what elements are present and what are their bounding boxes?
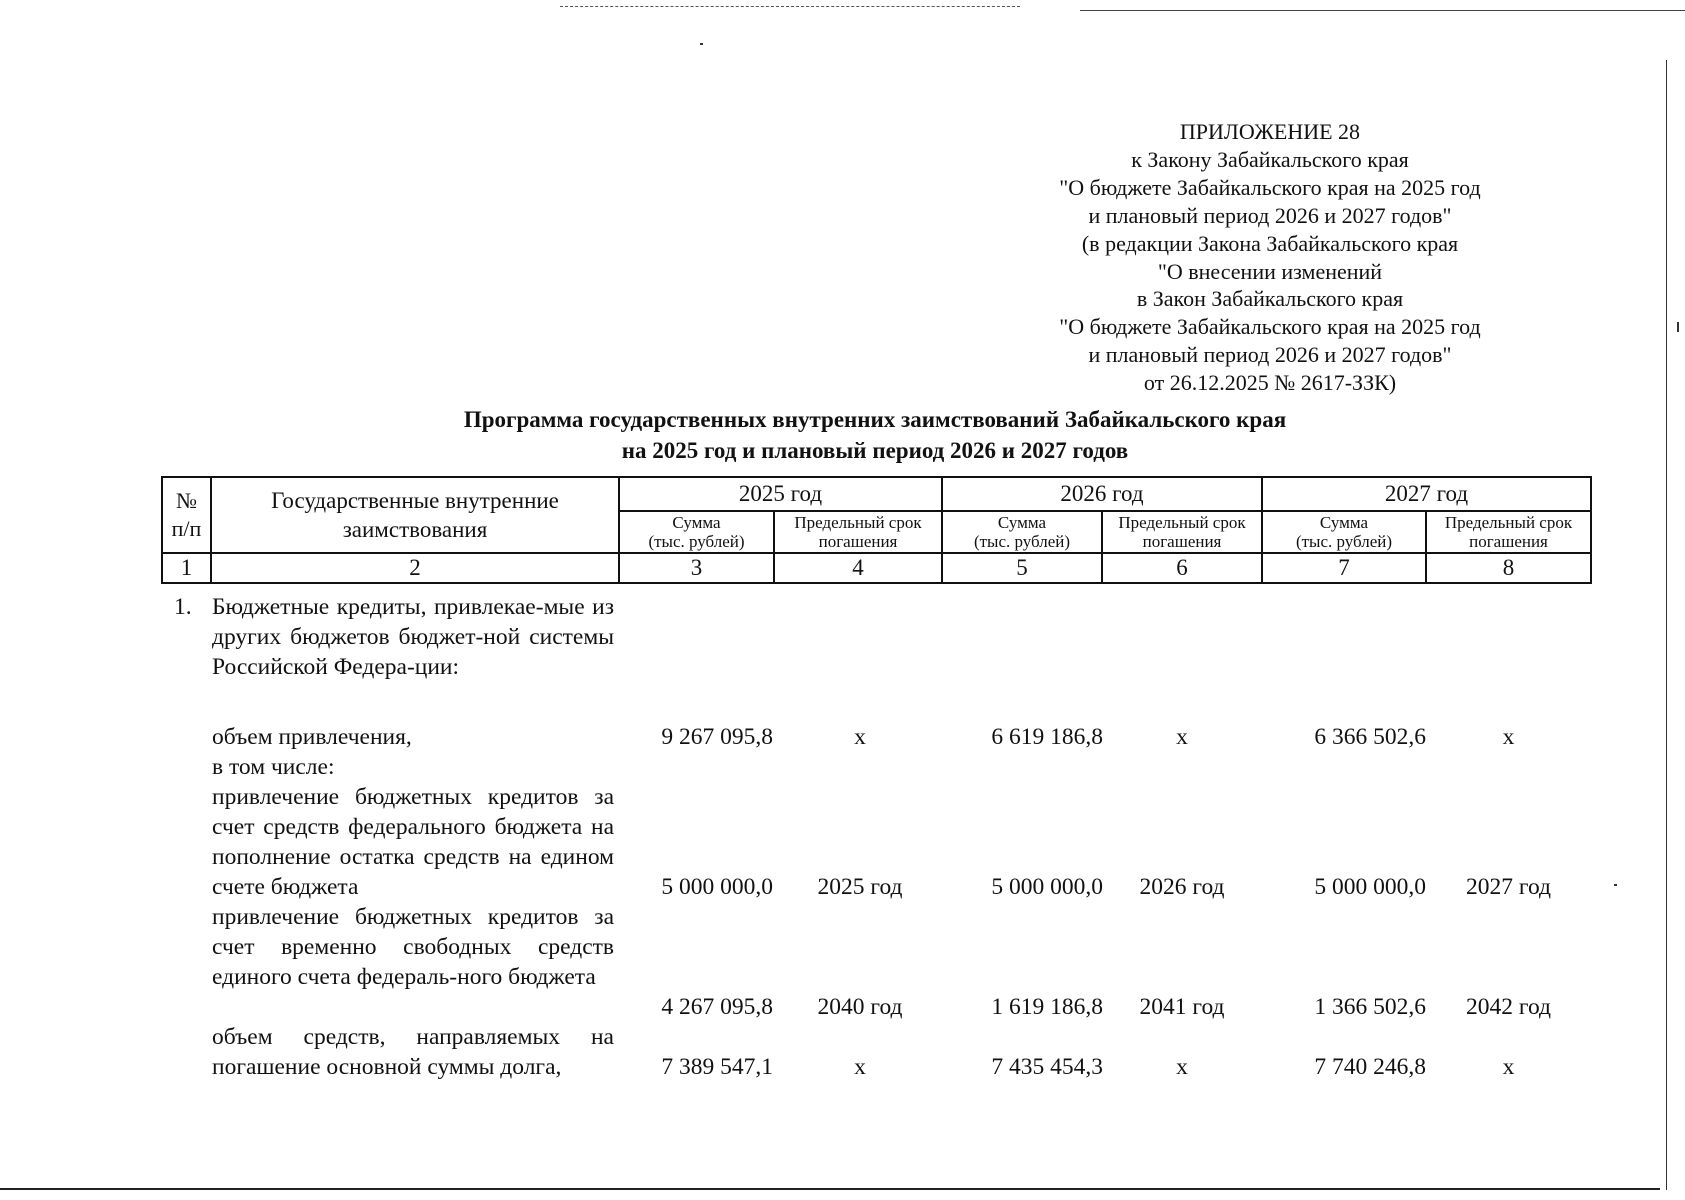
value-2027-sum: 5 000 000,0 (1314, 874, 1426, 900)
column-index: 3 (619, 553, 774, 583)
value-2027-sum: 7 740 246,8 (1314, 1054, 1426, 1080)
appendix-line: от 26.12.2025 № 2617-ЗЗК) (1143, 370, 1397, 396)
value-2027-term: 2042 год (1466, 994, 1551, 1020)
appendix-line: и плановый период 2026 и 2027 годов" (1088, 202, 1452, 228)
appendix-line: в Закон Забайкальского края (1136, 286, 1404, 312)
value-2026-term: x (1176, 724, 1188, 750)
scan-edge-top (1080, 10, 1685, 11)
column-index: 2 (211, 553, 619, 583)
column-header-number (162, 477, 211, 553)
appendix-line: (в редакции Закона Забайкальского края (1081, 230, 1459, 256)
value-2025-term: x (854, 1054, 866, 1080)
appendix-line: и плановый период 2026 и 2027 годов" (1088, 342, 1452, 368)
document-title (330, 404, 1420, 466)
appendix-line: "О внесении изменений (1157, 258, 1383, 284)
value-2027-sum: 1 366 502,6 (1314, 994, 1426, 1020)
appendix-line: к Закону Забайкальского края (1131, 146, 1409, 172)
value-2026-sum: 1 619 186,8 (991, 994, 1103, 1020)
title-line-2: на 2025 год и плановый период 2026 и 2027 годов (621, 438, 1129, 463)
appendix-header (950, 118, 1590, 397)
value-2025-term: 2040 год (817, 994, 903, 1020)
value-2026-sum: 6 619 186,8 (991, 724, 1103, 750)
term-label-2: погашения (818, 532, 898, 551)
column-header-number-line-2: п/п (171, 516, 202, 541)
appendix-line: "О бюджете Забайкальского края на 2025 год (1059, 314, 1481, 340)
value-2026-sum: 5 000 000,0 (991, 874, 1103, 900)
appendix-line: ПРИЛОЖЕНИЕ 28 (1179, 119, 1361, 144)
column-header-term (1426, 511, 1591, 553)
value-2027-term: x (1502, 1054, 1515, 1080)
value-2025-term: x (854, 724, 866, 750)
value-2025-term: 2025 год (817, 874, 903, 900)
term-label-2: погашения (1469, 532, 1548, 551)
title-line-1: Программа государственных внутренних заимствований Забайкальского края (463, 407, 1287, 432)
value-2025-sum: 9 267 095,8 (661, 724, 773, 750)
column-header-year-2027: 2027 год (1262, 477, 1591, 511)
column-header-sum (619, 511, 774, 553)
table-header (161, 476, 1592, 584)
term-label: Предельный срок (1444, 513, 1573, 532)
scan-speck (700, 43, 703, 45)
sum-label: Сумма (1319, 513, 1369, 532)
term-label: Предельный срок (794, 513, 922, 532)
value-2026-term: x (1176, 1054, 1188, 1080)
column-index: 6 (1102, 553, 1262, 583)
column-header-number-line-1: № (176, 488, 197, 513)
column-header-term (1102, 511, 1262, 553)
term-label-2: погашения (1142, 532, 1222, 551)
row-description: в том числе: (212, 754, 335, 780)
value-2025-sum: 4 267 095,8 (661, 994, 773, 1020)
term-label: Предельный срок (1118, 513, 1246, 532)
column-header-name: Государственные внутренние заимствования (211, 477, 619, 553)
column-header-sum (942, 511, 1102, 553)
value-2027-term: 2027 год (1466, 874, 1551, 900)
sum-unit-label: (тыс. рублей) (648, 532, 745, 551)
value-2026-term: 2026 год (1139, 874, 1225, 900)
row-description: Бюджетные кредиты, привлекае-мые из других бюджетов бюджет-ной системы Российской Федера-ции: (212, 594, 615, 680)
value-2027-sum: 6 366 502,6 (1314, 724, 1426, 750)
column-header-year-2025: 2025 год (619, 477, 942, 511)
column-header-year-2026: 2026 год (942, 477, 1262, 511)
value-2027-term: x (1502, 724, 1515, 750)
scan-edge-top-dashed (560, 6, 1020, 7)
appendix-line: "О бюджете Забайкальского края на 2025 год (1059, 174, 1481, 200)
column-index: 4 (774, 553, 942, 583)
column-index: 5 (942, 553, 1102, 583)
row-number: 1. (174, 594, 192, 620)
row-description: привлечение бюджетных кредитов за счет временно свободных средств единого счета федераль-ного бюджета (212, 904, 614, 990)
value-2025-sum: 7 389 547,1 (661, 1054, 773, 1080)
sum-label: Сумма (672, 513, 721, 532)
column-index: 7 (1262, 553, 1426, 583)
sum-label: Сумма (997, 513, 1047, 532)
column-index: 1 (162, 553, 211, 583)
column-header-term (774, 511, 942, 553)
row-description: объем привлечения, (212, 724, 412, 750)
sum-unit-label: (тыс. рублей) (973, 532, 1071, 551)
value-2026-sum: 7 435 454,3 (991, 1054, 1103, 1080)
scan-speck (1614, 884, 1617, 886)
value-2026-term: 2041 год (1139, 994, 1225, 1020)
value-2025-sum: 5 000 000,0 (661, 874, 773, 900)
column-index: 8 (1426, 553, 1591, 583)
scan-speck (1677, 322, 1679, 332)
row-description: привлечение бюджетных кредитов за счет средств федерального бюджета на пополнение остатка средств на едином счете бюджета (212, 784, 614, 900)
sum-unit-label: (тыс. рублей) (1295, 532, 1393, 551)
column-header-sum (1262, 511, 1426, 553)
scan-edge-right (1666, 60, 1667, 1190)
row-description: объем средств, направляемых на погашение основной суммы долга, (212, 1024, 614, 1080)
scan-edge-bottom (0, 1188, 1660, 1190)
